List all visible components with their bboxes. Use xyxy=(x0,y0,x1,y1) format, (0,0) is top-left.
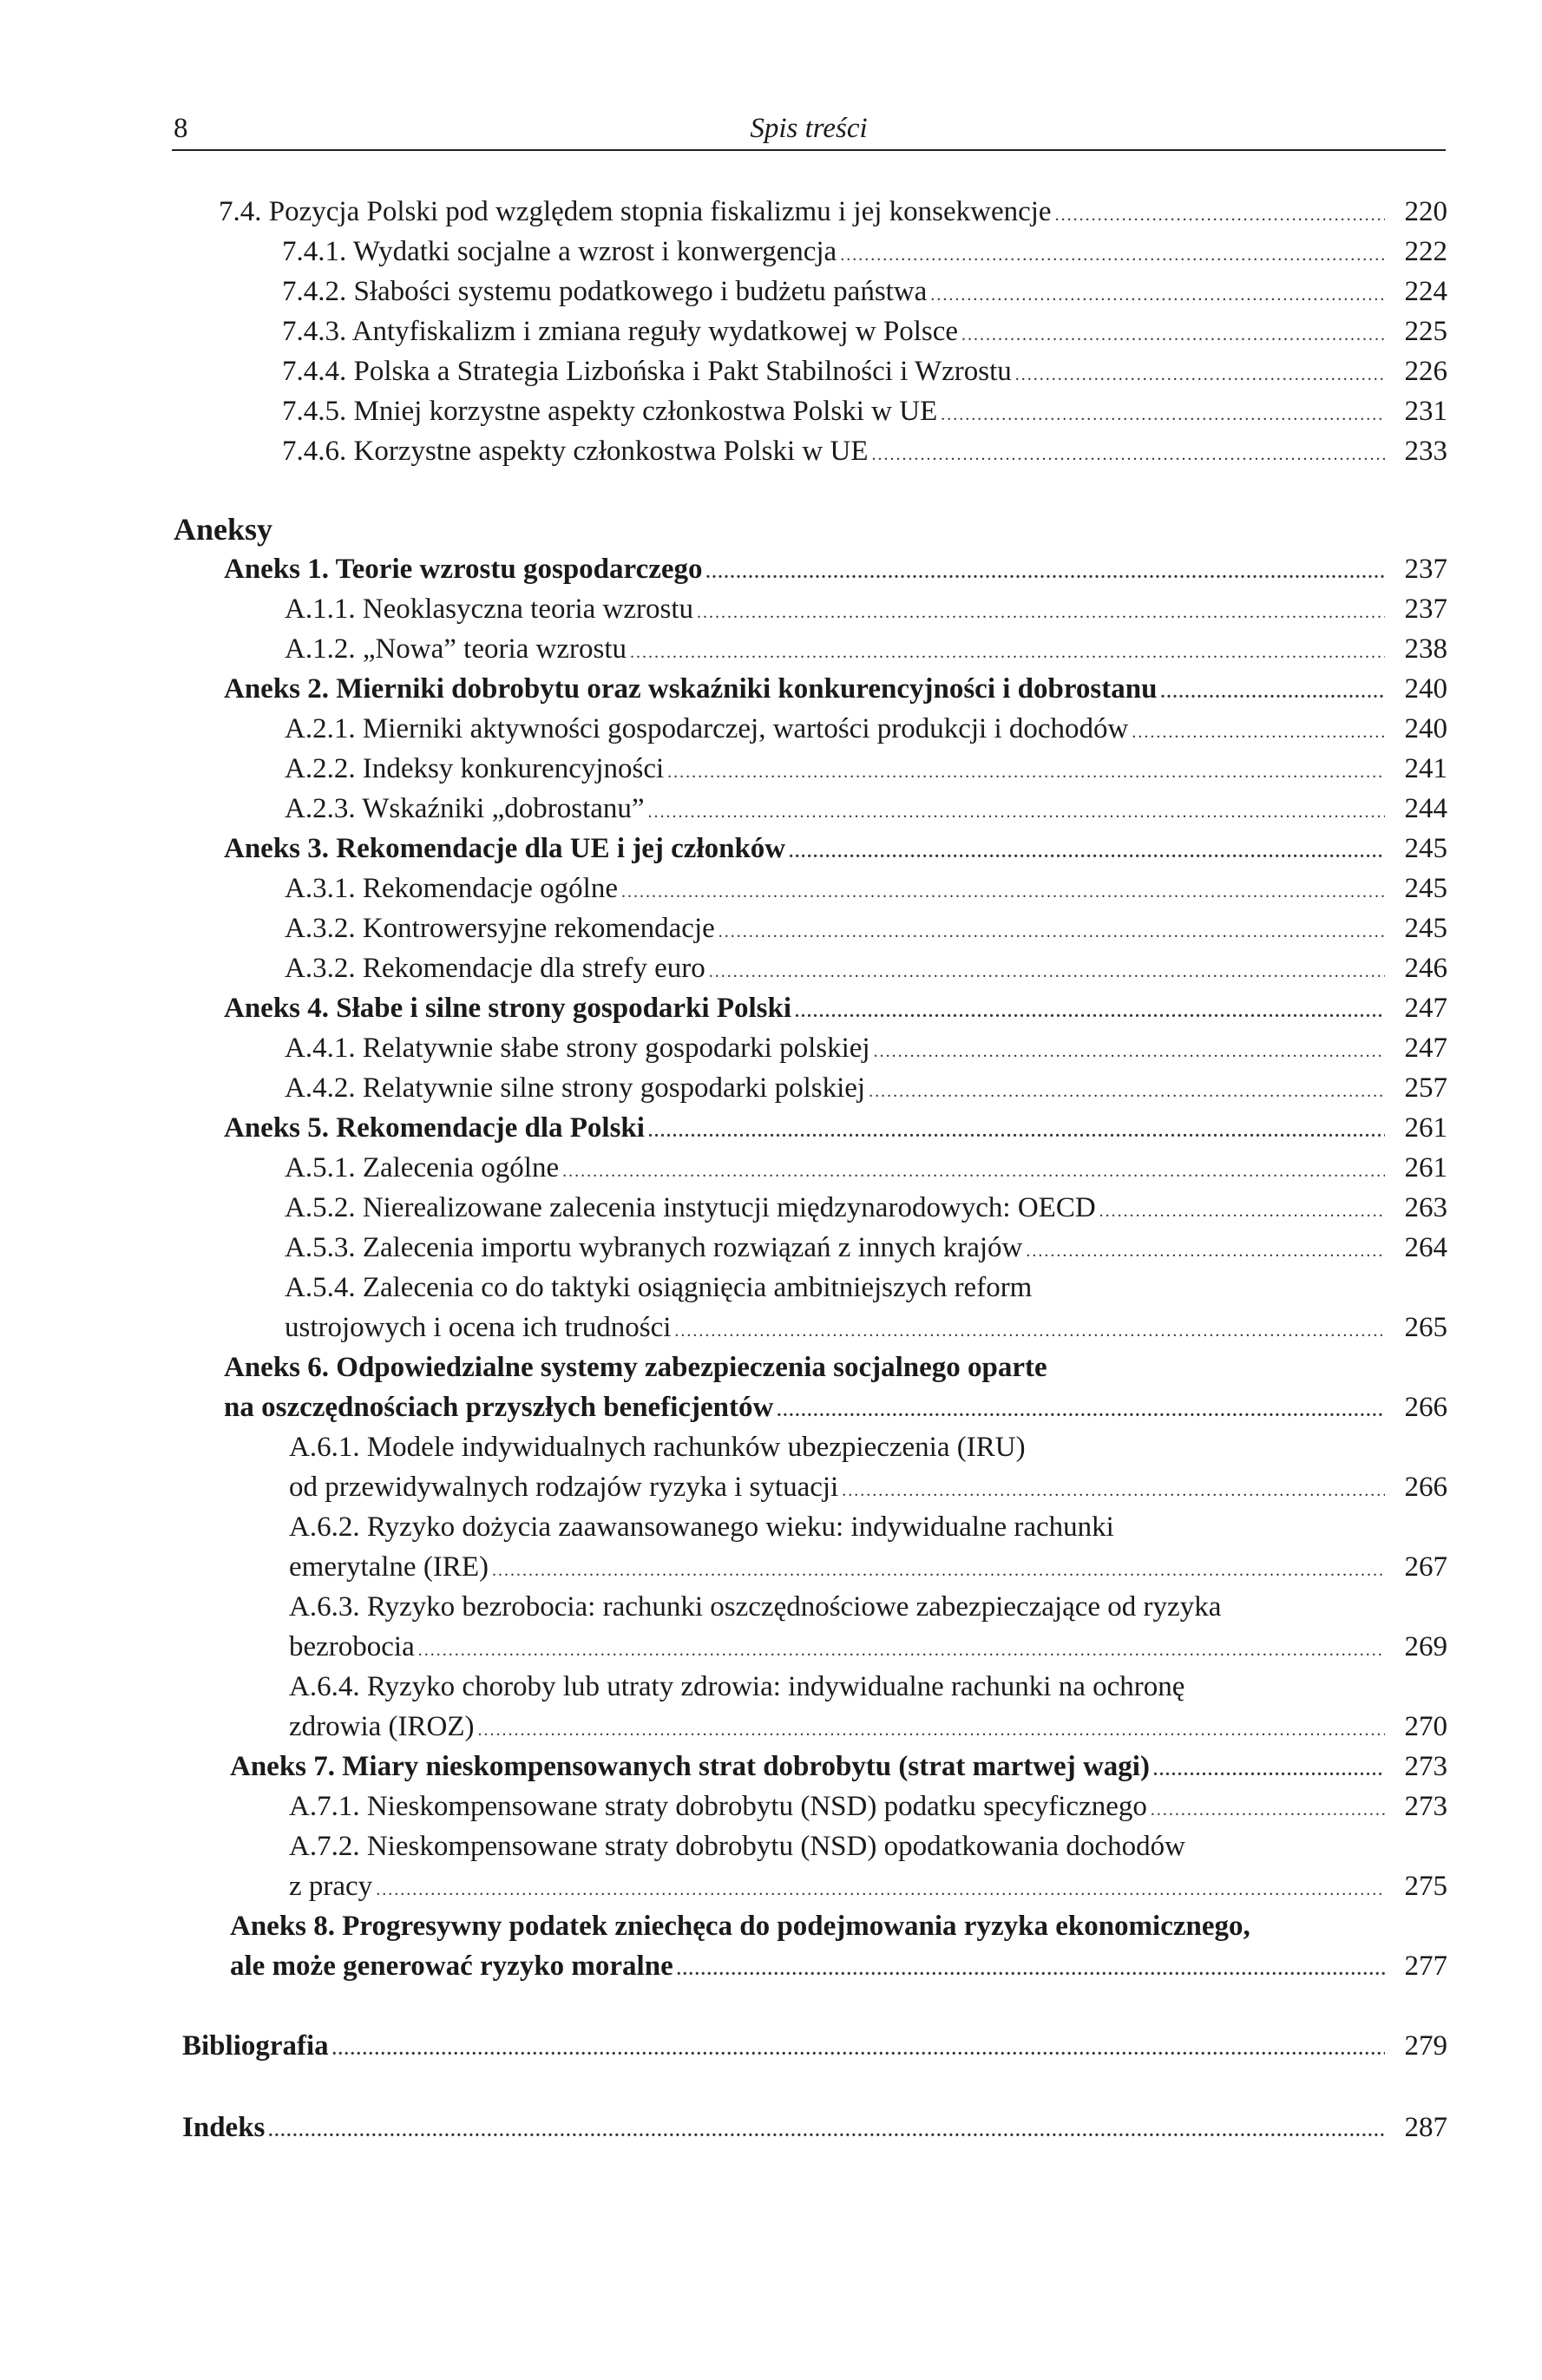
page-ref: 263 xyxy=(1404,1192,1447,1223)
toc-entry-a-6-3-line2[interactable]: bezrobocia ..... 269 xyxy=(289,1628,1447,1666)
toc-entry-aneks-1[interactable]: Aneks 1. Teorie wzrostu gospodarczego ..... 237 xyxy=(224,550,1447,588)
toc-entry-a-6-1-line2[interactable]: od przewidywalnych rodzajów ryzyka i sytuacji ..... 266 xyxy=(289,1468,1447,1506)
toc-entry-aneks-6-line2[interactable]: na oszczędnościach przyszłych beneficjentów ..... 266 xyxy=(224,1388,1447,1426)
page-ref: 277 xyxy=(1404,1951,1447,1982)
toc-entry-7-4-2[interactable]: 7.4.2. Słabości systemu podatkowego i budżetu państwa ..... 224 xyxy=(282,272,1447,311)
toc-entry-a-5-2[interactable]: A.5.2. Nierealizowane zalecenia instytucji międzynarodowych: OECD ..... 263 xyxy=(285,1189,1447,1227)
page-ref: 261 xyxy=(1404,1112,1447,1144)
toc-entry-aneks-8-line2[interactable]: ale może generować ryzyko moralne ..... 277 xyxy=(230,1947,1447,1985)
page-ref: 224 xyxy=(1404,276,1447,307)
toc-entry-a-7-2-line1[interactable]: A.7.2. Nieskompensowane straty dobrobytu (NSD) opodatkowania dochodów xyxy=(289,1831,1185,1862)
page-ref: 245 xyxy=(1404,873,1447,904)
page-ref: 233 xyxy=(1404,436,1447,467)
page-ref: 270 xyxy=(1404,1711,1447,1742)
page-ref: 240 xyxy=(1404,713,1447,744)
toc-entry-7-4-5[interactable]: 7.4.5. Mniej korzystne aspekty członkostwa Polski w UE ..... 231 xyxy=(282,392,1447,430)
toc-entry-a-2-3[interactable]: A.2.3. Wskaźniki „dobrostanu” ..... 244 xyxy=(285,790,1447,828)
toc-entry-aneks-2[interactable]: Aneks 2. Mierniki dobrobytu oraz wskaźniki konkurencyjności i dobrostanu ..... 240 xyxy=(224,670,1447,708)
page-ref: 261 xyxy=(1404,1152,1447,1183)
toc-entry-a-5-4-line2[interactable]: ustrojowych i ocena ich trudności ..... 265 xyxy=(285,1308,1447,1347)
page-ref: 245 xyxy=(1404,913,1447,944)
toc-entry-7-4-3[interactable]: 7.4.3. Antyfiskalizm i zmiana reguły wydatkowej w Polsce ..... 225 xyxy=(282,312,1447,351)
page-number: 8 xyxy=(174,113,188,144)
page-ref: 267 xyxy=(1404,1551,1447,1583)
page-ref: 273 xyxy=(1404,1751,1447,1782)
page-ref: 240 xyxy=(1404,673,1447,705)
toc-entry-aneks-7[interactable]: Aneks 7. Miary nieskompensowanych strat dobrobytu (strat martwej wagi) ..... 273 xyxy=(230,1747,1447,1786)
toc-entry-a-4-2[interactable]: A.4.2. Relatywnie silne strony gospodarki polskiej ..... 257 xyxy=(285,1069,1447,1107)
toc-entry-a-1-1[interactable]: A.1.1. Neoklasyczna teoria wzrostu ..... 237 xyxy=(285,590,1447,628)
toc-entry-a-3-2b[interactable]: A.3.2. Rekomendacje dla strefy euro ..... 246 xyxy=(285,949,1447,987)
toc-entry-a-6-4-line1[interactable]: A.6.4. Ryzyko choroby lub utraty zdrowia: indywidualne rachunki na ochronę xyxy=(289,1671,1185,1702)
page-ref: 247 xyxy=(1404,993,1447,1024)
page-ref: 273 xyxy=(1404,1791,1447,1822)
toc-entry-a-6-3-line1[interactable]: A.6.3. Ryzyko bezrobocia: rachunki oszczędnościowe zabezpieczające od ryzyka xyxy=(289,1591,1222,1623)
page-ref: 266 xyxy=(1404,1392,1447,1423)
page-ref: 287 xyxy=(1404,2112,1447,2143)
toc-entry-a-6-2-line1[interactable]: A.6.2. Ryzyko dożycia zaawansowanego wieku: indywidualne rachunki xyxy=(289,1511,1114,1543)
page-ref: 231 xyxy=(1404,396,1447,427)
toc-entry-a-5-3[interactable]: A.5.3. Zalecenia importu wybranych rozwiązań z innych krajów ..... 264 xyxy=(285,1229,1447,1267)
toc-entry-a-5-4-line1[interactable]: A.5.4. Zalecenia co do taktyki osiągnięcia ambitniejszych reform xyxy=(285,1272,1033,1303)
toc-entry-bibliografia[interactable]: Bibliografia ..... 279 xyxy=(182,2027,1447,2065)
toc-entry-aneks-6-line1[interactable]: Aneks 6. Odpowiedzialne systemy zabezpieczenia socjalnego oparte xyxy=(224,1352,1047,1383)
toc-entry-a-5-1[interactable]: A.5.1. Zalecenia ogólne ..... 261 xyxy=(285,1149,1447,1187)
toc-entry-a-4-1[interactable]: A.4.1. Relatywnie słabe strony gospodarki polskiej ..... 247 xyxy=(285,1029,1447,1067)
toc-entry-a-7-2-line2[interactable]: z pracy ..... 275 xyxy=(289,1867,1447,1905)
toc-entry-a-6-4-line2[interactable]: zdrowia (IROZ) ..... 270 xyxy=(289,1708,1447,1746)
toc-entry-indeks[interactable]: Indeks ..... 287 xyxy=(182,2108,1447,2147)
page-ref: 247 xyxy=(1404,1033,1447,1064)
page-ref: 245 xyxy=(1404,833,1447,864)
toc-entry-a-3-2[interactable]: A.3.2. Kontrowersyjne rekomendacje ..... 245 xyxy=(285,909,1447,947)
toc-entry-a-2-2[interactable]: A.2.2. Indeksy konkurencyjności ..... 241 xyxy=(285,750,1447,788)
toc-entry-a-3-1[interactable]: A.3.1. Rekomendacje ogólne ..... 245 xyxy=(285,869,1447,908)
running-title: Spis treści xyxy=(750,113,868,144)
page-ref: 246 xyxy=(1404,953,1447,984)
toc-entry-7-4[interactable]: 7.4. Pozycja Polski pod względem stopnia fiskalizmu i jej konsekwencje ..... 220 xyxy=(219,193,1447,231)
page-ref: 222 xyxy=(1404,236,1447,267)
toc-entry-aneks-5[interactable]: Aneks 5. Rekomendacje dla Polski ..... 261 xyxy=(224,1109,1447,1147)
toc-entry-a-2-1[interactable]: A.2.1. Mierniki aktywności gospodarczej, wartości produkcji i dochodów ..... 240 xyxy=(285,710,1447,748)
page-ref: 266 xyxy=(1404,1472,1447,1503)
toc-entry-aneks-4[interactable]: Aneks 4. Słabe i silne strony gospodarki Polski ..... 247 xyxy=(224,989,1447,1027)
page-ref: 237 xyxy=(1404,593,1447,625)
page-ref: 265 xyxy=(1404,1312,1447,1343)
toc-entry-7-4-1[interactable]: 7.4.1. Wydatki socjalne a wzrost i konwergencja ..... 222 xyxy=(282,233,1447,271)
page-ref: 241 xyxy=(1404,753,1447,784)
page-ref: 269 xyxy=(1404,1631,1447,1662)
page-ref: 257 xyxy=(1404,1072,1447,1104)
toc-entry-aneks-8-line1[interactable]: Aneks 8. Progresywny podatek zniechęca do podejmowania ryzyka ekonomicznego, xyxy=(230,1911,1250,1942)
page-ref: 264 xyxy=(1404,1232,1447,1263)
page-ref: 225 xyxy=(1404,316,1447,347)
toc-entry-a-7-1[interactable]: A.7.1. Nieskompensowane straty dobrobytu (NSD) podatku specyficznego ..... 273 xyxy=(289,1787,1447,1826)
toc-entry-7-4-6[interactable]: 7.4.6. Korzystne aspekty członkostwa Polski w UE ..... 233 xyxy=(282,432,1447,470)
toc-entry-a-6-2-line2[interactable]: emerytalne (IRE) ..... 267 xyxy=(289,1548,1447,1586)
page-ref: 226 xyxy=(1404,356,1447,387)
page-ref: 237 xyxy=(1404,554,1447,585)
aneksy-heading: Aneksy xyxy=(174,512,273,547)
toc-entry-a-6-1-line1[interactable]: A.6.1. Modele indywidualnych rachunków ubezpieczenia (IRU) xyxy=(289,1432,1026,1463)
page-ref: 275 xyxy=(1404,1871,1447,1902)
page-ref: 244 xyxy=(1404,793,1447,824)
toc-entry-aneks-3[interactable]: Aneks 3. Rekomendacje dla UE i jej członków ..... 245 xyxy=(224,829,1447,868)
toc-entry-a-1-2[interactable]: A.1.2. „Nowa” teoria wzrostu ..... 238 xyxy=(285,630,1447,668)
toc-entry-7-4-4[interactable]: 7.4.4. Polska a Strategia Lizbońska i Pakt Stabilności i Wzrostu ..... 226 xyxy=(282,352,1447,390)
page-ref: 238 xyxy=(1404,633,1447,665)
page-ref: 279 xyxy=(1404,2030,1447,2062)
page-ref: 220 xyxy=(1404,196,1447,227)
